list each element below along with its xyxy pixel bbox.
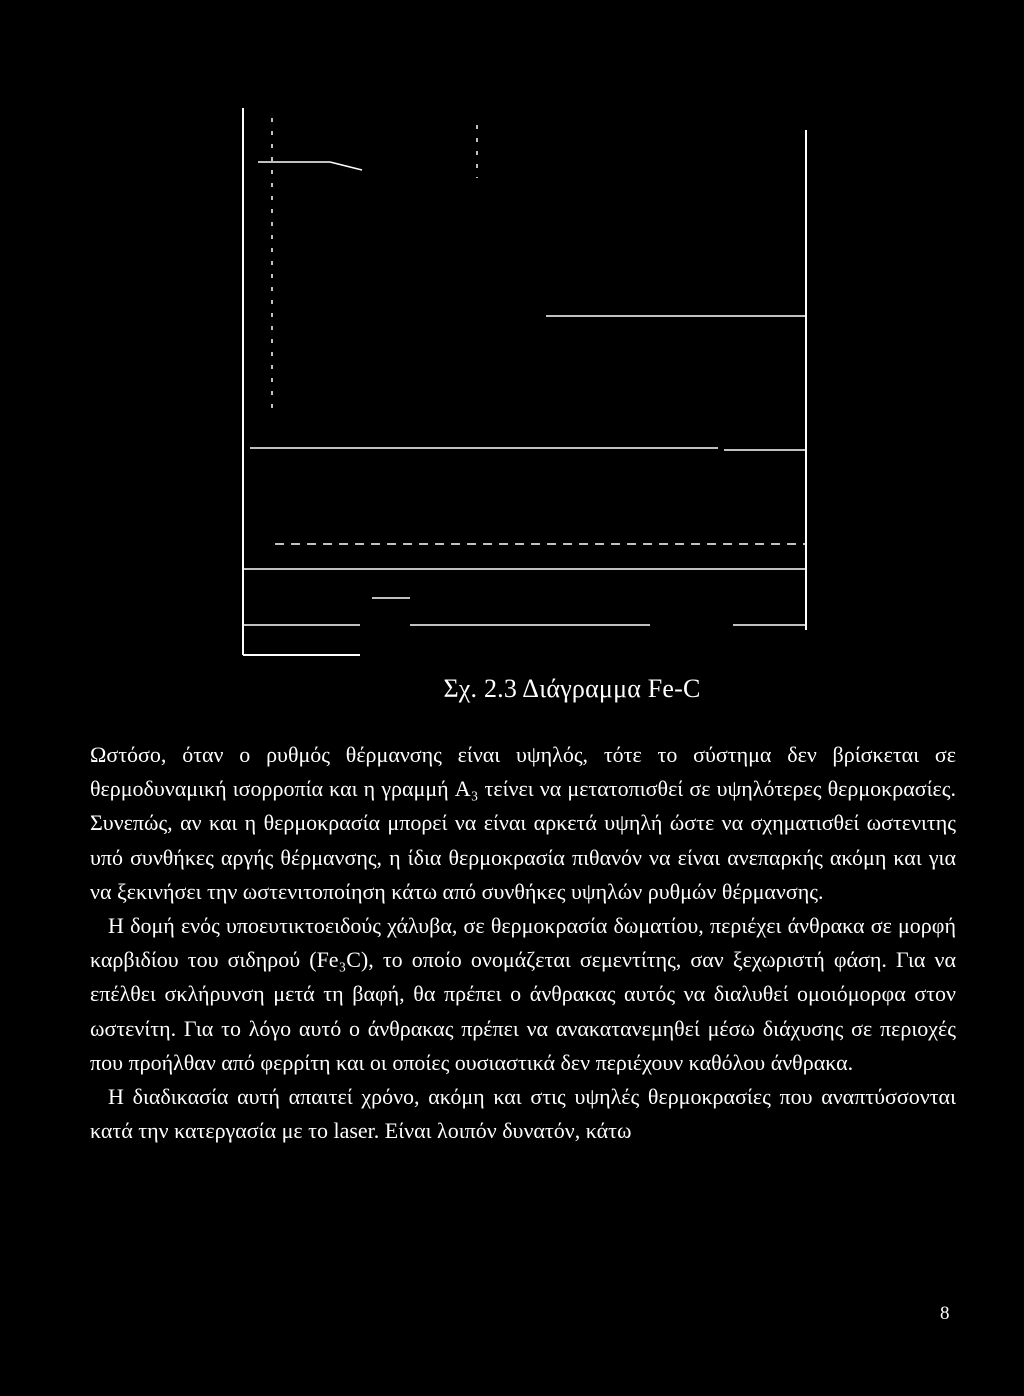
page-number: 8	[940, 1303, 950, 1324]
paragraph: Η δομή ενός υποευτικτοειδούς χάλυβα, σε θερμοκρασία δωματίου, περιέχει άνθρακα σε μορφή καρβιδίου του σιδηρού (Fe₃C), το οποίο ονομάζεται σεμεντίτης, σαν ξεχωριστή φάση. Για να επέλθει σκλήρυνση μετά τη βαφή, θα πρέπει ο άνθρακας αυτός να διαλυθεί ομοιόμορφα στον ωστενίτη. Για το λόγο αυτό ο άνθρακας πρέπει να ανακατανεμηθεί μέσω διάχυσης σε περιοχές που προήλθαν από φερρίτη και οι οποίες ουσιαστικά δεν περιέχουν καθόλου άνθρακα.	[90, 913, 956, 1075]
paragraph: Η διαδικασία αυτή απαιτεί χρόνο, ακόμη και στις υψηλές θερμοκρασίες που αναπτύσσονται κατά την κατεργασία με το laser. Είναι λοιπόν δυνατόν, κάτω	[90, 1084, 956, 1144]
body-text	[90, 738, 956, 1148]
figure-caption: Σχ. 2.3 Διάγραμμα Fe-C	[443, 674, 701, 703]
fe-c-diagram	[0, 0, 1024, 660]
liquidus-line	[330, 162, 362, 170]
paragraph: Ωστόσο, όταν ο ρυθμός θέρμανσης είναι υψηλός, τότε το σύστημα δεν βρίσκεται σε θερμοδυναμική ισορροπία και η γραμμή A₃ τείνει να μετατοπισθεί σε υψηλότερες θερμοκρασίες. Συνεπώς, αν και η θερμοκρασία μπορεί να είναι αρκετά υψηλή ώστε να σχηματισθεί ωστενιτης υπό συνθήκες αργής θέρμανσης, η ίδια θερμοκρασία πιθανόν να είναι ανεπαρκής ακόμη και για να ξεκινήσει την ωστενιτοποίηση κάτω από συνθήκες υψηλών ρυθμών θέρμανσης.	[90, 742, 956, 904]
